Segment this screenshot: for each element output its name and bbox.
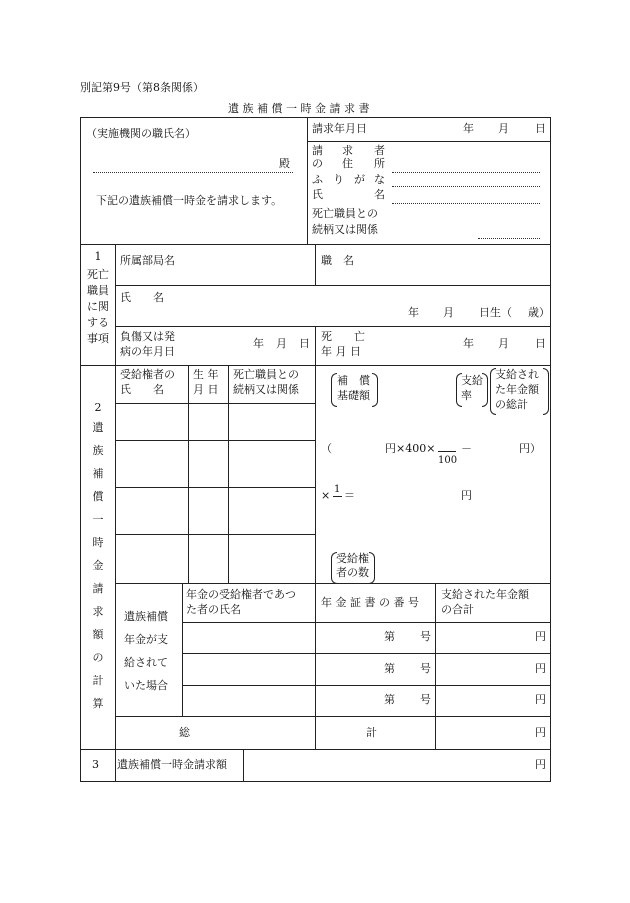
beneficiary-count-label-line1: 受給権 [336, 552, 369, 565]
formula-close-yen: 円） [519, 442, 541, 455]
payment-rate-label-line1: 支給 [461, 374, 483, 387]
injury-month: 月 [276, 337, 287, 350]
pension-total-header-line2: の合計 [441, 603, 474, 616]
injury-year: 年 [253, 337, 264, 350]
post-label: 職 名 [321, 254, 354, 267]
formula-open-paren: （ [321, 442, 332, 455]
request-date-label: 請求年月日 [312, 122, 367, 135]
pension-total-header-line1: 支給された年金額 [441, 588, 529, 601]
official-label: （実施機関の職氏名） [86, 127, 196, 140]
request-month: 月 [498, 122, 509, 135]
deceased-name-label: 氏 名 [120, 291, 164, 304]
relation-header-line1: 死亡職員との [233, 368, 299, 381]
form-title: 遺 族 補 償 一 時 金 請 求 書 [228, 102, 370, 115]
request-statement: 下記の遺族補償一時金を請求します。 [96, 194, 283, 207]
injury-date-label-line1: 負傷又は発 [120, 330, 175, 343]
beneficiary-count-label-line2: 者の数 [336, 566, 369, 579]
section3-yen: 円 [535, 758, 546, 771]
section3-number: 3 [92, 758, 99, 771]
beneficiary-header-line2: 氏 名 [120, 383, 164, 396]
injury-day: 日 [299, 337, 310, 350]
death-date-label-line1: 死 亡 [321, 330, 365, 343]
death-year: 年 [463, 337, 474, 350]
form-reference: 別記第9号（第8条関係） [80, 81, 204, 94]
payment-rate-label-line2: 率 [461, 389, 472, 402]
beneficiary-header-line1: 受給権者の [120, 368, 175, 381]
section3-label: 遺族補償一時金請求額 [117, 758, 227, 771]
relation-label-line2: 続柄又は関係 [312, 223, 378, 236]
relation-label-line1: 死亡職員との [312, 207, 378, 220]
formula-denominator: 100 [438, 455, 458, 466]
relation-header-line2: 続柄又は関係 [233, 383, 299, 396]
dept-label: 所属部局名 [120, 254, 175, 267]
pension-holder-header-line1: 年金の受給権者であつ [186, 588, 296, 601]
age-label: 歳） [528, 306, 550, 319]
honorific-label: 殿 [279, 157, 290, 170]
formula-one-numerator: 1 [334, 484, 341, 495]
birth-year: 年 [408, 306, 419, 319]
birthdate-header-line2: 月 日 [193, 383, 219, 396]
paid-pension-label-line1: 支給され [495, 368, 539, 381]
death-date-label-line2: 年 月 日 [321, 345, 361, 358]
birth-day: 日生（ [479, 306, 512, 319]
pension-holder-header-line2: た者の氏名 [186, 603, 241, 616]
form-page: 別記第9号（第8条関係） 遺 族 補 償 一 時 金 請 求 書 （実施機関の職氏名） 殿 下記の遺族補償一時金を請求します。 請求年月日 年 月 日 請 求 者 の 住 所 ふ り が な 氏 名 死亡職員との 続柄又は関係 1 死亡 職員 に関 する 事項 所属部局名 職 名 氏 名 年 月 日生（ 歳） 負傷又は発 病の年月日 年 月 日 死 亡 年 月 日 年 月 日 2 遺 族 補 償 一 時 金 請 求 額 の 計 算 受給権者の 氏 名 生 年 月 日 死亡職員との 続柄又は関係 補 償 基礎額 支給 率 支給され た年金額 の総計 （ 円×400× 100 － 円） × 1 ＝ 円 受給権 者の数 遺族補償 年金が支 給されて いた場合 年金の受給権者であつ た者の氏名 年 金 証 書 の 番 号 支給された年金額 の合計 第 号 円 第 号 円 第 号 円 総 計 円 3 遺族補償一時金請求額 円 [0, 0, 630, 903]
formula-equals: ＝ [344, 489, 355, 502]
base-amount-label-line2: 基礎額 [337, 389, 370, 402]
section2-number: 2 [94, 401, 102, 414]
request-day: 日 [535, 122, 546, 135]
base-amount-label-line1: 補 償 [337, 374, 370, 387]
birthdate-header-line1: 生 年 [193, 368, 219, 381]
section1-number: 1 [94, 250, 102, 263]
formula-minus: － [461, 442, 472, 455]
formula-result-yen: 円 [461, 489, 472, 502]
paid-pension-label-line2: た年金額 [495, 383, 539, 396]
request-year: 年 [463, 122, 474, 135]
pension-cert-header: 年 金 証 書 の 番 号 [321, 596, 419, 609]
formula-multiply: × [321, 489, 331, 502]
death-day: 日 [535, 337, 546, 350]
injury-date-label-line2: 病の年月日 [120, 345, 175, 358]
birth-month: 月 [443, 306, 454, 319]
formula-base-times-400: 円×400× [385, 442, 436, 455]
death-month: 月 [498, 337, 509, 350]
paid-pension-label-line3: の総計 [495, 398, 528, 411]
